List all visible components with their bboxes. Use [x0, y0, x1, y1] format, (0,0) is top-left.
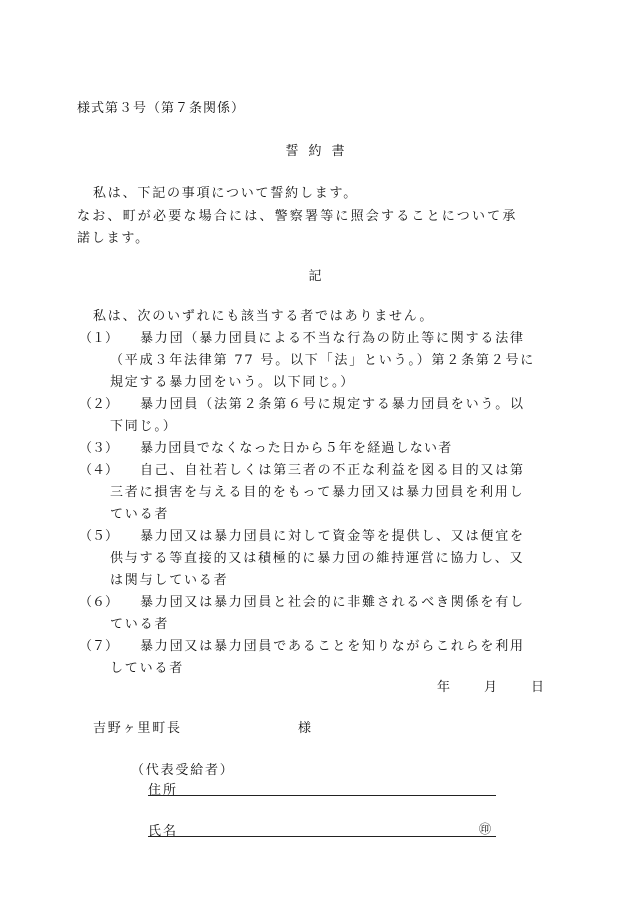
name-field-line[interactable] [148, 836, 496, 837]
honorific: 様 [298, 721, 312, 736]
seal-mark-icon: ㊞ [479, 822, 492, 836]
addressee: 吉野ヶ里町長 [93, 721, 182, 736]
item-text-line: 暴力団又は暴力団員と社会的に非難されるべき関係を有し [140, 595, 525, 610]
item-text-line: 暴力団員でなくなった日から５年を経過しない者 [140, 441, 453, 456]
intro-line-3: 諾します。 [77, 231, 150, 246]
intro-line-1: 私は、下記の事項について誓約します。 [93, 186, 359, 201]
item-text-line: 三者に損害を与える目的をもって暴力団又は暴力団員を利用し [110, 485, 525, 500]
item-number: （４） [79, 463, 119, 478]
ki-heading: 記 [308, 269, 322, 284]
date-day-label: 日 [531, 680, 545, 695]
name-label: 氏名 [148, 824, 179, 839]
item-text-line: 暴力団員（法第２条第６号に規定する暴力団員をいう。以 [140, 397, 525, 412]
date-month-label: 月 [484, 680, 498, 695]
item-number: （７） [79, 639, 119, 654]
item-text-line: ている者 [110, 617, 170, 632]
date-year-label: 年 [437, 680, 451, 695]
item-text-line: ている者 [110, 507, 170, 522]
intro-line-2: なお、町が必要な場合には、警察署等に照会することについて承 [77, 209, 518, 224]
item-text-line: 暴力団又は暴力団員に対して資金等を提供し、又は便宜を [140, 529, 525, 544]
document-title: 誓約書 [285, 144, 355, 159]
item-number: （６） [79, 595, 119, 610]
item-number: （１） [79, 331, 119, 346]
item-text-line: （平成３年法律第 77 号。以下「法」という。）第２条第２号に [110, 353, 536, 368]
item-number: （２） [79, 397, 119, 412]
item-text-line: は関与している者 [110, 573, 229, 588]
item-text-line: 下同じ。） [110, 419, 178, 434]
item-text-line: 供与する等直接的又は積極的に暴力団の維持運営に協力し、又 [110, 551, 525, 566]
item-text-line: 自己、自社若しくは第三者の不正な利益を図る目的又は第 [140, 463, 525, 478]
representative-label: （代表受給者） [131, 763, 235, 778]
address-label: 住所 [148, 783, 179, 798]
item-text-line: 暴力団又は暴力団員であることを知りながらこれらを利用 [140, 639, 525, 654]
item-text-line: している者 [110, 661, 185, 676]
item-text-line: 暴力団（暴力団員による不当な行為の防止等に関する法律 [140, 331, 525, 346]
item-number: （３） [79, 441, 119, 456]
item-number: （５） [79, 529, 119, 544]
declaration-lead: 私は、次のいずれにも該当する者ではありません。 [93, 309, 435, 324]
item-text-line: 規定する暴力団をいう。以下同じ。） [110, 375, 356, 390]
address-field-line[interactable] [148, 795, 496, 796]
form-number: 様式第３号（第７条関係） [77, 101, 246, 116]
